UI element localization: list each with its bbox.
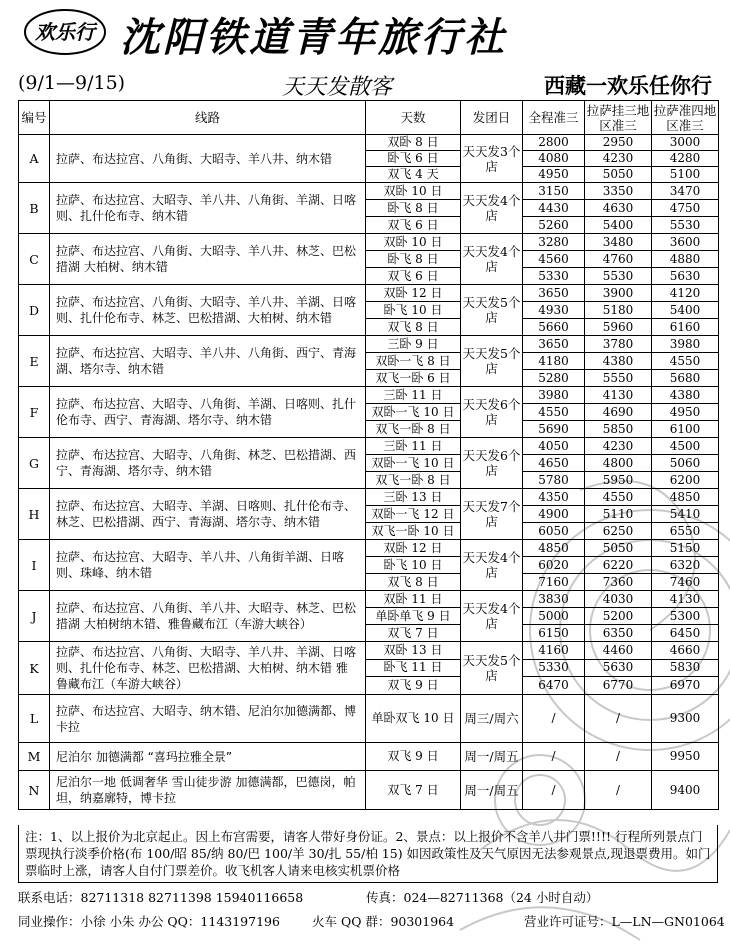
route-cell: 尼泊尔一地 低调奢华 雪山徒步游 加德满都，巴德岗，帕坦，纳嘉廓特，博卡拉 [50,771,366,810]
table-row [19,591,719,608]
price-lhasa-four: 4120 [652,285,719,302]
days-cell: 卧飞 10 日 [366,557,461,574]
row-code: C [19,234,50,285]
route-cell: 拉萨、布达拉宫、八角街、羊八井、大昭寺、林芝、巴松措湖 大柏树纳木错、雅鲁藏布江（车游大峡谷） [50,591,366,642]
price-full: 5690 [523,421,585,438]
schedule-cell: 周一/周五 [461,771,523,810]
schedule-cell: 天天发6个店 [461,438,523,489]
schedule-cell: 周一/周五 [461,743,523,771]
price-lhasa-four: 4500 [652,438,719,455]
price-full: 3280 [523,234,585,251]
days-cell: 卧飞 11 日 [366,659,461,677]
price-lhasa-four: 5300 [652,608,719,625]
table-row [19,771,719,810]
price-lhasa-three: 4550 [585,489,652,506]
days-cell: 双飞 7 日 [366,625,461,642]
price-lhasa-four: 5630 [652,268,719,285]
days-cell: 单卧双飞 10 日 [366,695,461,743]
route-cell: 拉萨、布达拉宫、大昭寺、羊八井、八角街、羊湖、日喀则、扎什伦布寺、纳木错 [50,183,366,234]
price-lhasa-four: 4550 [652,353,719,370]
price-full: 4430 [523,200,585,217]
days-cell: 双飞一卧 10 日 [366,523,461,540]
days-cell: 双飞 9 日 [366,677,461,695]
price-lhasa-three: 4800 [585,455,652,472]
price-full: 4560 [523,251,585,268]
schedule-cell: 天天发5个店 [461,336,523,387]
price-full: 4350 [523,489,585,506]
row-code: G [19,438,50,489]
price-lhasa-three: 4130 [585,387,652,404]
price-full: 6150 [523,625,585,642]
days-cell: 卧飞 8 日 [366,251,461,268]
days-cell: 双卧 12 日 [366,540,461,557]
route-cell: 拉萨、布达拉宫、大昭寺、八角街、林芝、巴松措湖、西宁、青海湖、塔尔寺、纳木错 [50,438,366,489]
days-cell: 双飞 8 日 [366,319,461,336]
days-cell: 双飞 6 日 [366,217,461,234]
table-row [19,234,719,251]
price-lhasa-three: 2950 [585,135,652,151]
train-qq: 火车 QQ 群：90301964 [312,914,455,929]
schedule-cell: 天天发4个店 [461,234,523,285]
price-full: 4550 [523,404,585,421]
route-cell: 拉萨、布达拉宫、大昭寺、羊八井、八角街、西宁、青海湖、塔尔寺、纳木错 [50,336,366,387]
price-lhasa-three: 7360 [585,574,652,591]
price-lhasa-three: 5050 [585,540,652,557]
row-code: N [19,771,50,810]
logo-icon [22,6,108,58]
route-cell: 拉萨、布达拉宫、大昭寺、羊湖、日喀则、扎什伦布寺、林芝、巴松措湖、西宁、青海湖、塔尔寺、纳木错 [50,489,366,540]
price-lhasa-four: 6550 [652,523,719,540]
table-row [19,743,719,771]
days-cell: 双卧一飞 12 日 [366,506,461,523]
header-code: 编号 [19,101,50,135]
price-lhasa-four: 5150 [652,540,719,557]
price-lhasa-three: 5110 [585,506,652,523]
route-title: 西藏一欢乐任你行 [544,73,712,98]
days-cell: 双飞 6 日 [366,268,461,285]
subheader [18,70,718,100]
days-cell: 卧飞 6 日 [366,151,461,167]
days-cell: 双卧一飞 8 日 [366,353,461,370]
price-lhasa-three: 5400 [585,217,652,234]
price-lhasa-three: 4030 [585,591,652,608]
price-full: 4050 [523,438,585,455]
route-cell: 拉萨、布达拉宫、八角街、大昭寺、羊八井、林芝、巴松措湖 大柏树、纳木错 [50,234,366,285]
price-lhasa-four: 5400 [652,302,719,319]
price-lhasa-four: 5680 [652,370,719,387]
price-full: 5330 [523,659,585,677]
price-lhasa-three: 4690 [585,404,652,421]
schedule-cell: 天天发4个店 [461,183,523,234]
header-lhasa-four: 拉萨准四地区准三 [652,101,719,135]
days-cell: 双卧 11 日 [366,591,461,608]
row-code: I [19,540,50,591]
row-code: M [19,743,50,771]
price-lhasa-three: 4760 [585,251,652,268]
schedule-cell: 天天发5个店 [461,285,523,336]
notes: 注：1、以上报价为北京起止。因上布宫需要，请客人带好身份证。2、景点：以上报价不含羊八井门票!!!! 行程所列景点门票现执行淡季价格(布 100/昭 85/纳 80/巴 100/羊 30/扎 55/柏 15) 如因政策性及天气原因无法参观景点,现退票费用。如门票临时上涨，请客人自付门票差价。收飞机客人请来电核实机票价格 [18,825,718,883]
price-full: 4080 [523,151,585,167]
price-lhasa-four: 4880 [652,251,719,268]
days-cell: 三卧 9 日 [366,336,461,353]
table-row [19,387,719,404]
schedule-cell: 天天发5个店 [461,642,523,695]
price-lhasa-four: 6320 [652,557,719,574]
price-lhasa-three: 4630 [585,200,652,217]
price-full: 4930 [523,302,585,319]
price-full: / [523,743,585,771]
price-lhasa-three: 6250 [585,523,652,540]
date-range: (9/1—9/15) [18,72,126,94]
operators: 同业操作：小徐 小朱 办公 QQ：1143197196 [18,914,280,929]
days-cell: 三卧 13 日 [366,489,461,506]
days-cell: 双飞 7 日 [366,771,461,810]
agency-title: 沈阳铁道青年旅行社 [120,15,507,61]
header [0,0,730,64]
row-code: H [19,489,50,540]
price-lhasa-three: 3900 [585,285,652,302]
tagline: 天天发散客 [282,75,393,100]
price-lhasa-four: 4280 [652,151,719,167]
price-lhasa-four: 4660 [652,642,719,660]
days-cell: 三卧 11 日 [366,387,461,404]
days-cell: 双卧一飞 10 日 [366,455,461,472]
route-cell: 拉萨、布达拉宫、八角街、大昭寺、羊八井、羊湖、日喀则、扎什伦布寺、林芝、巴松措湖、大柏树、纳木错 雅鲁藏布江（车游大峡谷） [50,642,366,695]
days-cell: 双飞 9 日 [366,743,461,771]
days-cell: 双飞 8 日 [366,574,461,591]
price-lhasa-four: 6200 [652,472,719,489]
row-code: D [19,285,50,336]
price-full: 3150 [523,183,585,200]
row-code: L [19,695,50,743]
price-full: 4180 [523,353,585,370]
price-lhasa-three: 5850 [585,421,652,438]
price-full: 4650 [523,455,585,472]
svg-text:欢乐行: 欢乐行 [35,20,95,44]
days-cell: 双飞一卧 8 日 [366,472,461,489]
price-lhasa-three: / [585,771,652,810]
price-full: 6470 [523,677,585,695]
price-lhasa-three: 6220 [585,557,652,574]
price-lhasa-four: 3000 [652,135,719,151]
schedule-cell: 天天发4个店 [461,540,523,591]
price-lhasa-three: / [585,695,652,743]
price-lhasa-four: 6100 [652,421,719,438]
price-lhasa-three: 5180 [585,302,652,319]
price-full: / [523,695,585,743]
price-lhasa-four: 3600 [652,234,719,251]
price-lhasa-four: 4380 [652,387,719,404]
table-row [19,183,719,200]
route-cell: 拉萨、布达拉宫、八角街、大昭寺、羊八井、羊湖、日喀则、扎什伦布寺、林芝、巴松措湖、大柏树、纳木错 [50,285,366,336]
price-full: 4850 [523,540,585,557]
price-lhasa-four: 4850 [652,489,719,506]
price-full: 5780 [523,472,585,489]
price-lhasa-three: 5960 [585,319,652,336]
price-full: 6050 [523,523,585,540]
header-full: 全程准三 [523,101,585,135]
header-days: 天数 [366,101,461,135]
price-full: 3650 [523,336,585,353]
price-full: 5000 [523,608,585,625]
row-code: K [19,642,50,695]
days-cell: 卧飞 8 日 [366,200,461,217]
price-lhasa-three: 5630 [585,659,652,677]
table-row [19,285,719,302]
price-full: 3980 [523,387,585,404]
logo [22,6,108,58]
price-lhasa-three: 6350 [585,625,652,642]
table-row [19,642,719,660]
row-code: B [19,183,50,234]
price-lhasa-four: 5530 [652,217,719,234]
route-cell: 拉萨、布达拉宫、八角街、大昭寺、羊八井、纳木错 [50,135,366,183]
days-cell: 双卧一飞 10 日 [366,404,461,421]
price-full: / [523,771,585,810]
contact-phone: 联系电话：82711318 82711398 15940116658 [18,890,304,905]
schedule-cell: 天天发6个店 [461,387,523,438]
price-lhasa-four: 6450 [652,625,719,642]
price-lhasa-three: 3780 [585,336,652,353]
route-cell: 拉萨、布达拉宫、大昭寺、羊八井、八角街羊湖、日喀则、珠峰、纳木错 [50,540,366,591]
price-full: 3830 [523,591,585,608]
days-cell: 双卧 12 日 [366,285,461,302]
price-lhasa-three: 4380 [585,353,652,370]
price-full: 4160 [523,642,585,660]
table-row [19,336,719,353]
price-full: 7160 [523,574,585,591]
price-lhasa-four: 9950 [652,743,719,771]
price-lhasa-four: 6160 [652,319,719,336]
price-lhasa-three: 4460 [585,642,652,660]
price-lhasa-four: 4750 [652,200,719,217]
days-cell: 卧飞 10 日 [366,302,461,319]
table-row [19,135,719,151]
price-full: 2800 [523,135,585,151]
row-code: J [19,591,50,642]
price-lhasa-four: 5100 [652,167,719,183]
table-row [19,438,719,455]
route-cell: 拉萨、布达拉宫、大昭寺、纳木错、尼泊尔加德满都、博卡拉 [50,695,366,743]
days-cell: 双卧 10 日 [366,234,461,251]
days-cell: 双飞一卧 8 日 [366,421,461,438]
route-cell: 拉萨、布达拉宫、大昭寺、八角街、羊湖、日喀则、扎什伦布寺、西宁、青海湖、塔尔寺、纳木错 [50,387,366,438]
price-lhasa-three: / [585,743,652,771]
price-lhasa-four: 5830 [652,659,719,677]
tour-price-table [18,100,719,810]
price-lhasa-three: 5950 [585,472,652,489]
price-lhasa-four: 3980 [652,336,719,353]
price-lhasa-three: 3480 [585,234,652,251]
price-lhasa-three: 3350 [585,183,652,200]
schedule-cell: 天天发3个店 [461,135,523,183]
price-full: 5280 [523,370,585,387]
price-lhasa-three: 5550 [585,370,652,387]
table-row [19,695,719,743]
header-departure: 发团日 [461,101,523,135]
price-lhasa-four: 9400 [652,771,719,810]
license: 营业许可证号：L—LN—GN01064 [524,914,725,929]
price-full: 6020 [523,557,585,574]
price-lhasa-four: 5060 [652,455,719,472]
days-cell: 双卧 10 日 [366,183,461,200]
days-cell: 三卧 11 日 [366,438,461,455]
price-lhasa-four: 4950 [652,404,719,421]
days-cell: 双飞 4 天 [366,167,461,183]
days-cell: 双卧 8 日 [366,135,461,151]
price-lhasa-three: 5530 [585,268,652,285]
route-cell: 尼泊尔 加德满都 “喜玛拉雅全景” [50,743,366,771]
price-lhasa-four: 5410 [652,506,719,523]
price-lhasa-four: 4130 [652,591,719,608]
price-full: 5260 [523,217,585,234]
schedule-cell: 天天发7个店 [461,489,523,540]
fax: 传真：024—82711368（24 小时自动） [366,890,599,905]
row-code: E [19,336,50,387]
price-full: 5660 [523,319,585,336]
price-full: 5330 [523,268,585,285]
row-code: A [19,135,50,183]
price-lhasa-four: 9300 [652,695,719,743]
price-lhasa-four: 7460 [652,574,719,591]
days-cell: 双飞一卧 6 日 [366,370,461,387]
days-cell: 双卧 13 日 [366,642,461,660]
table-row [19,489,719,506]
price-lhasa-three: 4230 [585,438,652,455]
header-lhasa-three: 拉萨挂三地区准三 [585,101,652,135]
days-cell: 单卧单飞 9 日 [366,608,461,625]
table-header-row [19,101,719,135]
schedule-cell: 天天发4个店 [461,591,523,642]
schedule-cell: 周三/周六 [461,695,523,743]
table-row [19,540,719,557]
price-full: 4900 [523,506,585,523]
price-lhasa-three: 6770 [585,677,652,695]
price-lhasa-three: 4230 [585,151,652,167]
price-full: 3650 [523,285,585,302]
price-lhasa-four: 3470 [652,183,719,200]
price-lhasa-three: 5200 [585,608,652,625]
price-lhasa-three: 5050 [585,167,652,183]
price-full: 4950 [523,167,585,183]
row-code: F [19,387,50,438]
price-lhasa-four: 6970 [652,677,719,695]
header-route: 线路 [50,101,366,135]
